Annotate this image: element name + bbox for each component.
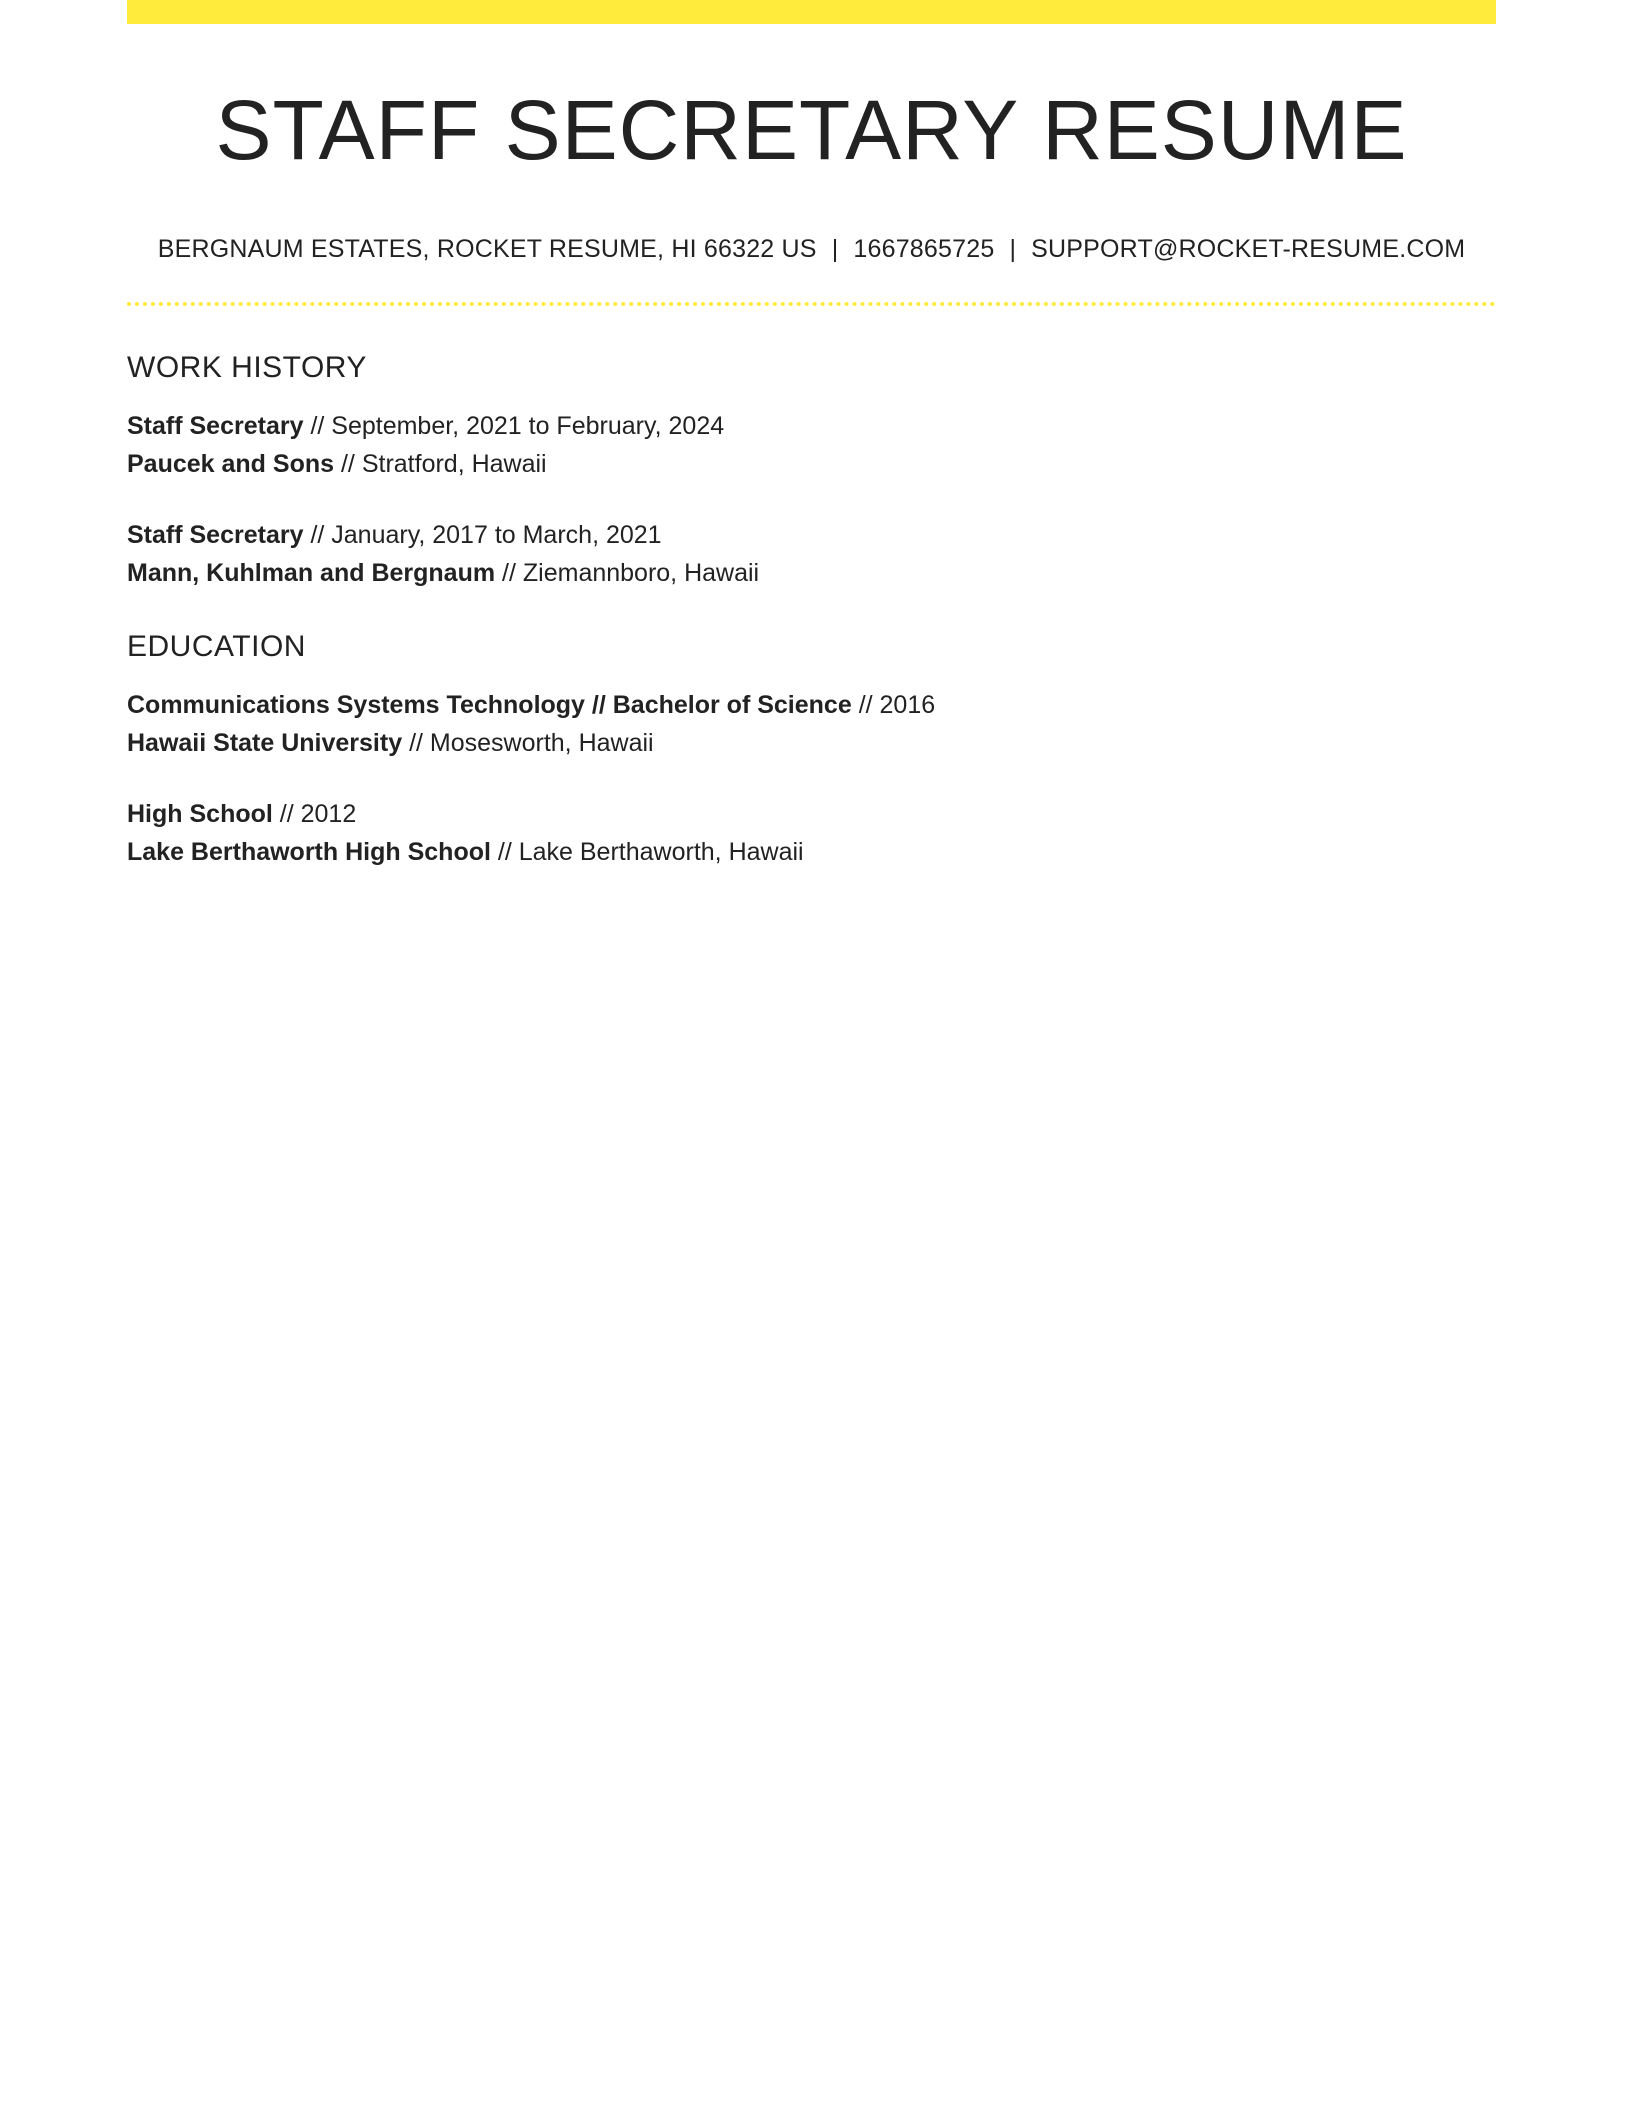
work-entry [127, 516, 1496, 592]
resume-title: STAFF SECRETARY RESUME [215, 83, 1408, 177]
work-entry-title-line [127, 516, 1496, 554]
education-entry-school-line [127, 724, 1496, 762]
work-entry [127, 407, 1496, 483]
dotted-divider [127, 302, 1496, 306]
education-heading: EDUCATION [127, 630, 306, 664]
work-entry-title-line [127, 407, 1496, 445]
work-dates: // January, 2017 to March, 2021 [310, 521, 662, 550]
contact-email: SUPPORT@ROCKET-RESUME.COM [1031, 235, 1466, 264]
work-dates: // September, 2021 to February, 2024 [310, 412, 725, 441]
education-entry-degree-line [127, 686, 1496, 724]
work-location: // Stratford, Hawaii [340, 450, 547, 479]
education-school: Hawaii State University [127, 729, 403, 758]
education-degree: High School [127, 800, 273, 829]
work-company: Paucek and Sons [127, 450, 335, 479]
education-entry-degree-line [127, 795, 1496, 833]
education-school: Lake Berthaworth High School [127, 838, 491, 867]
education-year: // 2012 [279, 800, 357, 829]
work-entry-company-line [127, 445, 1496, 483]
education-location: // Mosesworth, Hawaii [409, 729, 654, 758]
contact-separator: | [831, 235, 839, 264]
contact-line [127, 234, 1496, 264]
contact-separator: | [1009, 235, 1017, 264]
contact-address: BERGNAUM ESTATES, ROCKET RESUME, HI 66322 US [157, 235, 817, 264]
work-position: Staff Secretary [127, 521, 304, 550]
work-entry-company-line [127, 554, 1496, 592]
work-company: Mann, Kuhlman and Bergnaum [127, 559, 496, 588]
work-location: // Ziemannboro, Hawaii [502, 559, 760, 588]
contact-phone: 1667865725 [853, 235, 995, 264]
education-year: // 2016 [858, 691, 936, 720]
education-entry [127, 795, 1496, 871]
work-history-heading: WORK HISTORY [127, 351, 367, 385]
education-entry-school-line [127, 833, 1496, 871]
education-location: // Lake Berthaworth, Hawaii [497, 838, 804, 867]
education-entry [127, 686, 1496, 762]
education-degree: Communications Systems Technology // Bachelor of Science [127, 691, 852, 720]
resume-page [127, 0, 1496, 871]
accent-top-bar [127, 0, 1496, 24]
work-position: Staff Secretary [127, 412, 304, 441]
